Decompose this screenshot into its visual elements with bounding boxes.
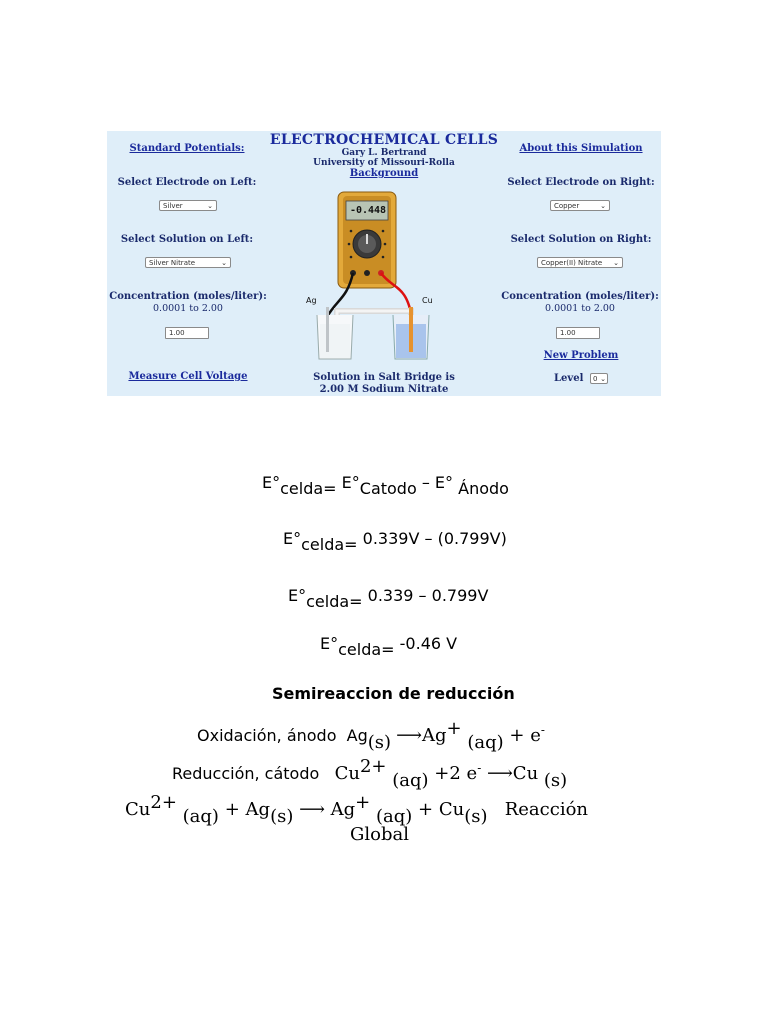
right-concentration-label: Concentration (moles/liter):	[501, 291, 659, 302]
celda-subscript: celda=	[306, 592, 363, 611]
left-concentration-label: Concentration (moles/liter):	[109, 291, 267, 302]
state-solid: (s)	[543, 770, 568, 791]
ag-electrode-tag: Ag	[306, 296, 317, 305]
e-symbol: E°	[341, 473, 360, 492]
state-solid: (s)	[464, 806, 488, 827]
plus-sign: +	[509, 725, 525, 746]
right-electrode-value: Copper	[554, 202, 580, 210]
right-concentration-input[interactable]: 1.00	[556, 327, 600, 339]
electrochemical-cell-simulation	[107, 131, 661, 396]
equation-value: 0.339V – (0.799V)	[362, 529, 507, 548]
reduction-reaction	[172, 756, 567, 791]
sim-header	[257, 132, 511, 179]
state-aqueous: (aq)	[376, 806, 413, 827]
sim-author: Gary L. Bertrand	[341, 148, 427, 158]
oxidation-reaction	[197, 718, 545, 753]
state-solid: (s)	[270, 806, 294, 827]
right-solution-value: Copper(II) Nitrate	[541, 259, 603, 267]
measure-cell-voltage-link[interactable]: Measure Cell Voltage	[128, 371, 248, 382]
right-concentration-range: 0.0001 to 2.00	[545, 303, 615, 314]
sim-title: ELECTROCHEMICAL CELLS	[269, 132, 499, 148]
charge-plus: +	[355, 792, 371, 813]
equation-line-3	[288, 586, 488, 611]
e-symbol: E°	[320, 634, 339, 653]
left-concentration-input[interactable]: 1.00	[165, 327, 209, 339]
global-label-1: Reacción	[504, 799, 589, 820]
electron-symbol: e	[530, 725, 541, 746]
reaction-arrow: ⟶	[299, 799, 325, 820]
global-reaction	[125, 792, 588, 827]
level-label: Level	[554, 373, 584, 384]
charge-minus: -	[540, 723, 545, 737]
charge-plus: +	[446, 718, 462, 739]
semireaction-heading: Semireaccion de reducción	[272, 684, 515, 703]
background-link[interactable]: Background	[349, 168, 419, 179]
left-electrode-label: Select Electrode on Left:	[117, 177, 257, 188]
cu-symbol: Cu	[512, 763, 539, 784]
e-symbol: E°	[262, 473, 281, 492]
voltmeter-reading: -0.448	[349, 205, 387, 216]
new-problem-link[interactable]: New Problem	[543, 350, 619, 361]
two-electrons: +2 e	[434, 763, 478, 784]
salt-bridge-line-1: Solution in Salt Bridge is	[313, 372, 455, 383]
chevron-down-icon: ⌄	[600, 202, 606, 210]
left-electrode-select[interactable]	[159, 200, 217, 211]
reaction-arrow: ⟶	[396, 725, 422, 746]
cu-symbol: Cu	[125, 799, 151, 820]
chevron-down-icon: ⌄	[613, 259, 619, 267]
right-electrode-select[interactable]	[550, 200, 610, 211]
cu-symbol: Cu	[334, 763, 360, 784]
level-value: 0	[593, 375, 598, 383]
chevron-down-icon: ⌄	[207, 202, 213, 210]
about-simulation-link[interactable]: About this Simulation	[519, 143, 643, 154]
reduction-label: Reducción, cátodo	[172, 764, 320, 783]
ag-symbol: Ag	[421, 725, 447, 746]
left-solution-select[interactable]	[145, 257, 231, 268]
right-electrode-label: Select Electrode on Right:	[507, 177, 655, 188]
sim-university: University of Missouri-Rolla	[313, 158, 455, 168]
state-aqueous: (aq)	[182, 806, 219, 827]
state-solid: (s)	[367, 732, 392, 753]
minus-sign: –	[416, 473, 435, 492]
cu-electrode-tag: Cu	[422, 296, 433, 305]
level-select[interactable]	[590, 373, 608, 384]
e-symbol: E°	[283, 529, 302, 548]
cu-symbol: Cu	[438, 799, 465, 820]
catodo-subscript: Catodo	[359, 479, 417, 498]
left-solution-value: Silver Nitrate	[149, 259, 196, 267]
celda-subscript: celda=	[280, 479, 337, 498]
equation-line-4	[320, 634, 457, 659]
state-aqueous: (aq)	[392, 770, 429, 791]
state-aqueous: (aq)	[467, 732, 504, 753]
charge-two-plus: 2+	[150, 792, 177, 813]
standard-potentials-link[interactable]: Standard Potentials:	[129, 143, 245, 154]
equation-value: -0.46 V	[399, 634, 458, 653]
equation-line-2	[283, 529, 507, 554]
equation-value: 0.339 – 0.799V	[367, 586, 489, 605]
ag-symbol: Ag	[330, 799, 356, 820]
right-solution-select[interactable]	[537, 257, 623, 268]
left-solution-label: Select Solution on Left:	[120, 234, 254, 245]
e-symbol: E°	[434, 473, 454, 492]
celda-subscript: celda=	[338, 640, 395, 659]
e-symbol: E°	[288, 586, 307, 605]
oxidation-label: Oxidación, ánodo	[197, 726, 337, 745]
salt-bridge-line-2: 2.00 M Sodium Nitrate	[319, 384, 449, 395]
anodo-subscript: Ánodo	[458, 479, 509, 498]
global-label-2: Global	[350, 824, 409, 845]
chevron-down-icon: ⌄	[600, 375, 606, 383]
right-solution-label: Select Solution on Right:	[510, 234, 652, 245]
left-electrode-value: Silver	[163, 202, 183, 210]
ag-symbol: Ag	[346, 726, 368, 745]
plus-sign: +	[418, 799, 434, 820]
left-concentration-range: 0.0001 to 2.00	[153, 303, 223, 314]
charge-minus: -	[477, 761, 482, 775]
plus-sign: +	[224, 799, 240, 820]
equation-line-1	[262, 473, 509, 498]
reaction-arrow: ⟶	[486, 763, 513, 784]
chevron-down-icon: ⌄	[221, 259, 227, 267]
charge-two-plus: 2+	[359, 756, 387, 777]
celda-subscript: celda=	[301, 535, 358, 554]
ag-symbol: Ag	[245, 799, 271, 820]
